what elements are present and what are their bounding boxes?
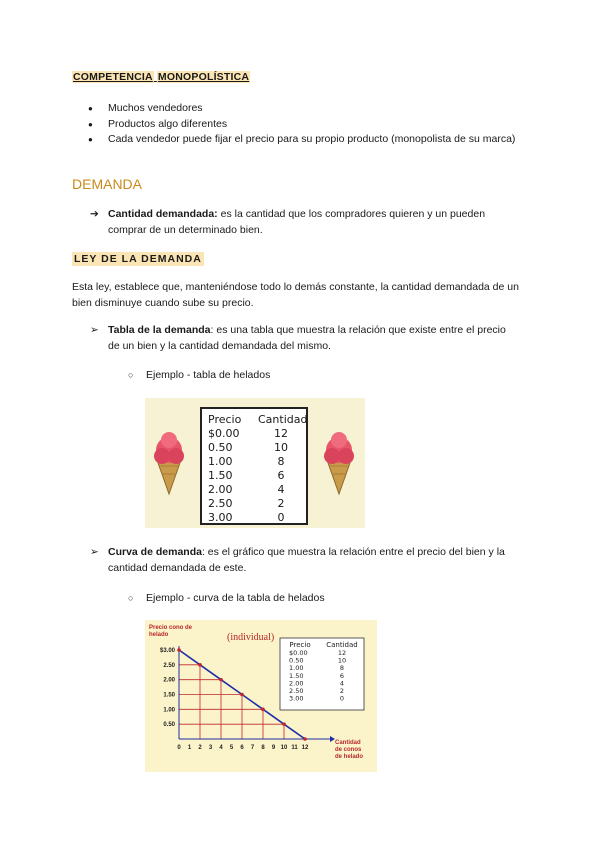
data-point <box>282 722 286 726</box>
term-cantidad-demandada: Cantidad demandada: <box>108 208 218 220</box>
demanda-heading: DEMANDA <box>72 176 143 192</box>
definition-tabla-demanda: : es una tabla que muestra la relación que existe entre el precio de un bien y la cantidad demandada del mismo. <box>108 324 506 352</box>
list-item: ● Cada vendedor puede fijar el precio para su propio producto (monopolista de su marca) <box>72 132 522 148</box>
y-tick-label: 2.50 <box>163 662 175 669</box>
inset-header-cantidad: Cantidad <box>326 641 358 649</box>
data-point <box>240 693 244 697</box>
table-row <box>202 441 306 455</box>
inset-cell-qty: 2 <box>339 687 345 695</box>
x-tick-label: 11 <box>291 745 298 751</box>
cell-price: 1.00 <box>208 455 233 468</box>
chart-title: (individual) <box>227 632 275 643</box>
x-tick-label: 4 <box>219 745 223 751</box>
demand-table <box>200 407 308 525</box>
data-point <box>303 737 307 741</box>
y-axis-label-line: Precio cono de <box>149 625 193 631</box>
curva-demanda-item <box>90 545 520 576</box>
inset-cell-price: 2.50 <box>289 687 304 695</box>
competencia-bullet-list <box>72 101 522 148</box>
table-header <box>202 413 306 427</box>
x-axis-label-line: de conos <box>335 747 362 753</box>
x-tick-label: 2 <box>198 745 202 751</box>
cell-qty: 6 <box>277 469 285 482</box>
cell-qty: 12 <box>274 427 288 440</box>
cell-qty: 8 <box>277 455 285 468</box>
tabla-demanda-item <box>90 323 520 354</box>
ley-demanda-paragraph: Esta ley, establece que, manteniéndose todo lo demás constante, la cantidad demandada de un bien disminuye cuando sube su precio. <box>72 281 519 309</box>
inset-cell-price: 1.00 <box>289 664 304 673</box>
y-tick-label: 0.50 <box>163 722 175 729</box>
inset-cell-price: 3.00 <box>289 694 304 703</box>
x-tick-label: 7 <box>250 745 255 751</box>
table-row <box>202 497 306 511</box>
y-tick-label: 1.00 <box>163 707 175 714</box>
demand-curve-chart <box>145 620 377 772</box>
ejemplo-curva-text: Ejemplo - curva de la tabla de helados <box>146 592 325 604</box>
ejemplo-tabla-item <box>128 368 270 384</box>
y-tick-label: 2.00 <box>163 677 175 684</box>
table-row <box>202 455 306 469</box>
cell-price: $0.00 <box>208 427 240 440</box>
x-tick-label: 5 <box>229 745 234 751</box>
circle-bullet-icon: ○ <box>128 370 134 380</box>
section-title-competencia <box>72 71 250 83</box>
inset-cell-qty: 12 <box>337 649 347 657</box>
x-tick-label: 0 <box>177 745 181 751</box>
inset-cell-qty: 0 <box>339 694 345 703</box>
cell-price: 1.50 <box>208 469 233 482</box>
x-tick-label: 8 <box>261 745 265 751</box>
x-tick-label: 1 <box>187 745 192 751</box>
term-tabla-demanda: Tabla de la demanda <box>108 324 211 336</box>
inset-header-precio: Precio <box>289 641 311 649</box>
arrowhead-bullet-icon: ➢ <box>90 546 99 558</box>
cell-price: 2.00 <box>208 483 233 496</box>
cell-qty: 4 <box>277 483 285 496</box>
arrowhead-bullet-icon: ➢ <box>90 324 99 336</box>
cell-qty: 10 <box>274 441 288 454</box>
table-row <box>202 483 306 497</box>
data-point <box>219 678 223 682</box>
table-row <box>202 511 306 525</box>
y-tick-label: $3.00 <box>159 648 175 654</box>
ley-demanda-title: LEY DE LA DEMANDA <box>74 253 202 265</box>
y-axis-label-line: helado <box>149 632 169 638</box>
cantidad-demandada-item <box>90 207 520 238</box>
circle-bullet-icon: ○ <box>128 593 134 603</box>
header-precio: Precio <box>208 413 242 426</box>
inset-cell-qty: 4 <box>339 679 345 688</box>
inset-cell-qty: 10 <box>337 656 347 665</box>
ejemplo-curva-item <box>128 591 325 607</box>
cell-qty: 2 <box>277 497 285 510</box>
title-word-monopolistica: MONOPOLÍSTICA <box>157 71 250 83</box>
table-row <box>202 469 306 483</box>
cell-qty: 0 <box>277 511 285 524</box>
data-point <box>261 708 265 712</box>
cell-price: 2.50 <box>208 497 233 510</box>
definition-cantidad-demandada: es la cantidad que los compradores quieren y un pueden comprar de un determinado bien. <box>108 208 486 236</box>
x-tick-label: 6 <box>240 745 244 751</box>
data-point <box>177 648 181 652</box>
list-item: ● Productos algo diferentes <box>72 117 522 133</box>
arrow-right-icon: ➔ <box>90 208 99 220</box>
x-tick-label: 9 <box>271 745 276 751</box>
ejemplo-tabla-text: Ejemplo - tabla de helados <box>146 369 271 381</box>
y-tick-label: 1.50 <box>163 692 175 699</box>
x-axis-label-line: Cantidad <box>335 740 361 746</box>
inset-cell-qty: 6 <box>339 671 345 680</box>
cell-price: 0.50 <box>208 441 233 454</box>
inset-cell-price: 0.50 <box>289 656 304 665</box>
inset-cell-qty: 8 <box>339 664 345 673</box>
cell-price: 3.00 <box>208 511 233 524</box>
x-tick-label: 3 <box>208 745 213 751</box>
demand-curve-svg <box>145 620 377 772</box>
list-item: ● Muchos vendedores <box>72 101 522 117</box>
x-tick-label: 10 <box>280 745 288 751</box>
ice-cream-table-image <box>145 398 365 528</box>
header-cantidad: Cantidad <box>258 413 308 426</box>
term-curva-demanda: Curva de demanda <box>108 546 202 558</box>
inset-cell-price: 2.00 <box>289 679 304 688</box>
title-word-competencia: COMPETENCIA <box>73 71 153 83</box>
inset-cell-price: $0.00 <box>289 649 308 657</box>
table-row <box>202 427 306 441</box>
x-tick-label: 12 <box>301 745 309 751</box>
definition-curva-demanda: : es el gráfico que muestra la relación entre el precio del bien y la cantidad demandada de este. <box>108 546 505 574</box>
x-axis-label-line: de helado <box>335 754 364 760</box>
inset-cell-price: 1.50 <box>289 671 304 680</box>
data-point <box>198 663 202 667</box>
